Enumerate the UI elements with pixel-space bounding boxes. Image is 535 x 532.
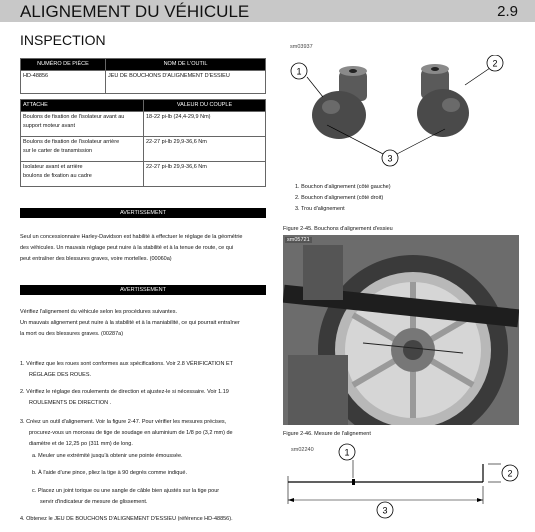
step-line: Obtenez le JEU DE BOUCHONS D'ALIGNEMENT D'ESSIEU (référence HD-48856). — [26, 516, 233, 522]
parts-table — [20, 58, 266, 94]
wheel-photo-drawing — [283, 235, 519, 425]
figure-reference: sm03937 — [290, 44, 313, 50]
step-line: ROULEMENTS DE DIRECTION . — [29, 400, 112, 406]
torque-header-fastener: ATTACHE — [21, 100, 144, 112]
warning-line: la mort ou des blessures graves. (00287a) — [20, 331, 124, 337]
step-1 — [20, 359, 270, 381]
legend-item: 2. Bouchon d'alignement (côté droit) — [295, 195, 384, 201]
torque-fastener-line: Boulons de fixation de l'isolateur avant au — [23, 114, 125, 120]
photo-reference: sm05721 — [287, 237, 310, 243]
warning-text — [20, 232, 270, 265]
torque-table — [20, 99, 266, 187]
callout-2 — [487, 55, 503, 71]
substep-letter: b. — [32, 470, 37, 476]
substep-line: Placez un joint torique ou une sangle de câble bien ajustés sur la tige pour — [37, 488, 220, 494]
step-2 — [20, 387, 270, 409]
callout-1 — [291, 63, 307, 79]
figure-caption: Figure 2-46. Mesure de l'alignement — [283, 431, 371, 437]
parts-header-name: NOM DE L'OUTIL — [106, 59, 266, 71]
warning-line: Un mauvais alignement peut nuire à la stabilité et à la maniabilité, ce qui pourrait entraîner — [20, 320, 240, 326]
torque-row — [21, 112, 144, 137]
torque-fastener-line: Isolateur avant et arrière — [23, 164, 83, 170]
torque-row — [21, 162, 144, 187]
warning-text — [20, 307, 270, 340]
substep-line: À l'aide d'une pince, pliez la tige à 90 degrés comme indiqué. — [38, 470, 187, 476]
parts-header-number: NUMÉRO DE PIÈCE — [21, 59, 106, 71]
alignment-plugs-illustration — [285, 55, 515, 170]
torque-row — [21, 137, 144, 162]
step-line: Vérifiez que les roues sont conformes aux spécifications. Voir 2.8 VÉRIFICATION ET — [26, 361, 233, 367]
warning-line: des véhicules. Un mauvais réglage peut nuire à la stabilité et à la tenue de route, ce qui — [20, 245, 234, 251]
left-alignment-plug — [312, 66, 367, 139]
step-line: diamètre et de 12,25 po (311 mm) de long. — [29, 441, 133, 447]
figure-legend — [295, 182, 525, 215]
substep-line: servir d'indicateur de mesure de glissement. — [40, 499, 148, 505]
alignment-measurement-photo — [283, 235, 519, 425]
svg-text:1: 1 — [296, 66, 302, 77]
page-header — [0, 0, 535, 22]
alignment-tool-drawing — [283, 440, 528, 532]
svg-text:2: 2 — [492, 58, 498, 69]
step-line: RÉGLAGE DES ROUES. — [29, 372, 92, 378]
callout-3 — [377, 502, 393, 518]
warning-bar: AVERTISSEMENT — [20, 208, 266, 218]
callout-2 — [502, 465, 518, 481]
callout-3 — [382, 150, 398, 166]
substep-letter: a. — [32, 453, 37, 459]
step-number: 2. — [20, 389, 25, 395]
torque-fastener-line: support moteur avant — [23, 123, 75, 129]
torque-value: 22-27 pi-lb 29,9-36,6 Nm — [144, 162, 266, 187]
warning-bar: AVERTISSEMENT — [20, 285, 266, 295]
parts-cell-number: HD-48856 — [21, 71, 106, 94]
figure-caption: Figure 2-45. Bouchons d'alignement d'essieu — [283, 226, 393, 232]
svg-text:2: 2 — [507, 468, 513, 479]
warning-line: peut entraîner des blessures graves, voire mortelles. (00060a) — [20, 256, 172, 262]
step-number: 1. — [20, 361, 25, 367]
substep-line: Meuler une extrémité jusqu'à obtenir une pointe émoussée. — [38, 453, 183, 459]
torque-fastener-line: Boulons de fixation de l'isolateur arrière — [23, 139, 120, 145]
substep-a — [32, 451, 272, 462]
section-title: INSPECTION — [20, 32, 106, 48]
step-4 — [20, 514, 280, 525]
svg-text:1: 1 — [344, 447, 350, 458]
substep-c — [32, 486, 272, 508]
torque-fastener-line: sur le carter de transmission — [23, 148, 93, 154]
warning-line: Vérifiez l'alignement du véhicule selon les procédures suivantes. — [20, 309, 177, 315]
torque-fastener-line: boulons de fixation au cadre — [23, 173, 92, 179]
warning-line: Seul un concessionnaire Harley-Davidson est habilité à effectuer le réglage de la géométrie — [20, 234, 243, 240]
svg-text:3: 3 — [387, 153, 393, 164]
svg-text:3: 3 — [382, 505, 388, 516]
torque-header-value: VALEUR DU COUPLE — [144, 100, 266, 112]
torque-value: 18-22 pi-lb (24,4-29,9 Nm) — [144, 112, 266, 137]
substep-b — [32, 468, 272, 479]
legend-item: 3. Trou d'alignement — [295, 206, 345, 212]
legend-item: 1. Bouchon d'alignement (côté gauche) — [295, 184, 391, 190]
parts-cell-name: JEU DE BOUCHONS D'ALIGNEMENT D'ESSIEU — [106, 71, 266, 94]
right-alignment-plug — [417, 64, 469, 137]
step-line: procurez-vous un morceau de tige de soudage en aluminium de 1/8 po (3,2 mm) de — [29, 430, 233, 436]
page-number: 2.9 — [497, 3, 518, 20]
callout-1 — [339, 444, 355, 460]
figure-reference: sm02240 — [291, 447, 314, 453]
step-3 — [20, 417, 270, 450]
step-line: Créez un outil d'alignement. Voir la figure 2-47. Pour vérifier les mesures précises, — [26, 419, 227, 425]
step-line: Vérifiez le réglage des roulements de direction et ajustez-le si nécessaire. Voir 1.19 — [26, 389, 229, 395]
page-title: ALIGNEMENT DU VÉHICULE — [20, 2, 250, 21]
step-number: 3. — [20, 419, 25, 425]
torque-value: 22-27 pi-lb 29,9-36,6 Nm — [144, 137, 266, 162]
step-number: 4. — [20, 516, 25, 522]
substep-letter: c. — [32, 488, 37, 494]
